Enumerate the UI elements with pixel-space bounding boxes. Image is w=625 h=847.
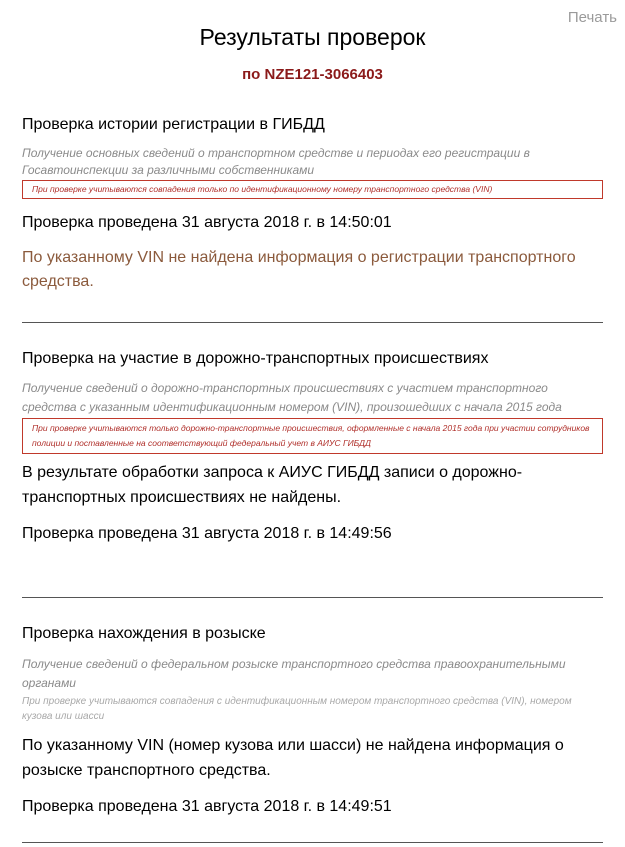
check-date: Проверка проведена 31 августа 2018 г. в 14:49:51 xyxy=(22,798,392,815)
section-title: Проверка нахождения в розыске xyxy=(22,625,266,642)
section-divider xyxy=(22,842,603,843)
page-subtitle: по NZE121-3066403 xyxy=(242,66,383,83)
page-title: Результаты проверок xyxy=(199,24,426,50)
section-divider xyxy=(22,597,603,598)
check-date: Проверка проведена 31 августа 2018 г. в 14:50:01 xyxy=(22,214,392,231)
check-result: По указанному VIN (номер кузова или шасси) не найдена информация о розыске транспортного средства. xyxy=(22,737,564,779)
section-description: Получение сведений о федеральном розыске транспортного средства правоохранительными органами xyxy=(22,657,566,690)
section-note: При проверке учитываются совпадения с идентификационным номером транспортного средства (VIN), номером кузова или шасси xyxy=(22,696,572,722)
section-description: Получение сведений о дорожно-транспортных происшествиях с участием транспортного средства с указанным идентификационным номером (VIN), произошедших с начала 2015 года xyxy=(22,381,562,414)
section-divider xyxy=(22,322,603,323)
section-title: Проверка на участие в дорожно-транспортных происшествиях xyxy=(22,350,489,367)
section-wanted xyxy=(22,624,603,819)
section-description: Получение основных сведений о транспортном средстве и периодах его регистрации в Госавтоинспекции за различными собственниками xyxy=(22,146,530,177)
section-registration-history xyxy=(22,115,603,294)
section-note: При проверке учитываются совпадения только по идентификационному номеру транспортного средства (VIN) xyxy=(22,180,603,199)
section-note: При проверке учитываются только дорожно-транспортные происшествия, оформленные с начала 2015 года при участии сотрудников полиции и поставленные на соответствующий федеральный учет в АИУС ГИБДД xyxy=(22,418,603,454)
section-title: Проверка истории регистрации в ГИБДД xyxy=(22,116,325,133)
check-result: В результате обработки запроса к АИУС ГИБДД записи о дорожно-транспортных происшествиях не найдены. xyxy=(22,464,523,506)
print-link[interactable]: Печать xyxy=(567,9,617,26)
check-result: По указанному VIN не найдена информация о регистрации транспортного средства. xyxy=(22,249,576,290)
check-date: Проверка проведена 31 августа 2018 г. в 14:49:56 xyxy=(22,525,392,542)
section-accidents xyxy=(22,349,603,546)
